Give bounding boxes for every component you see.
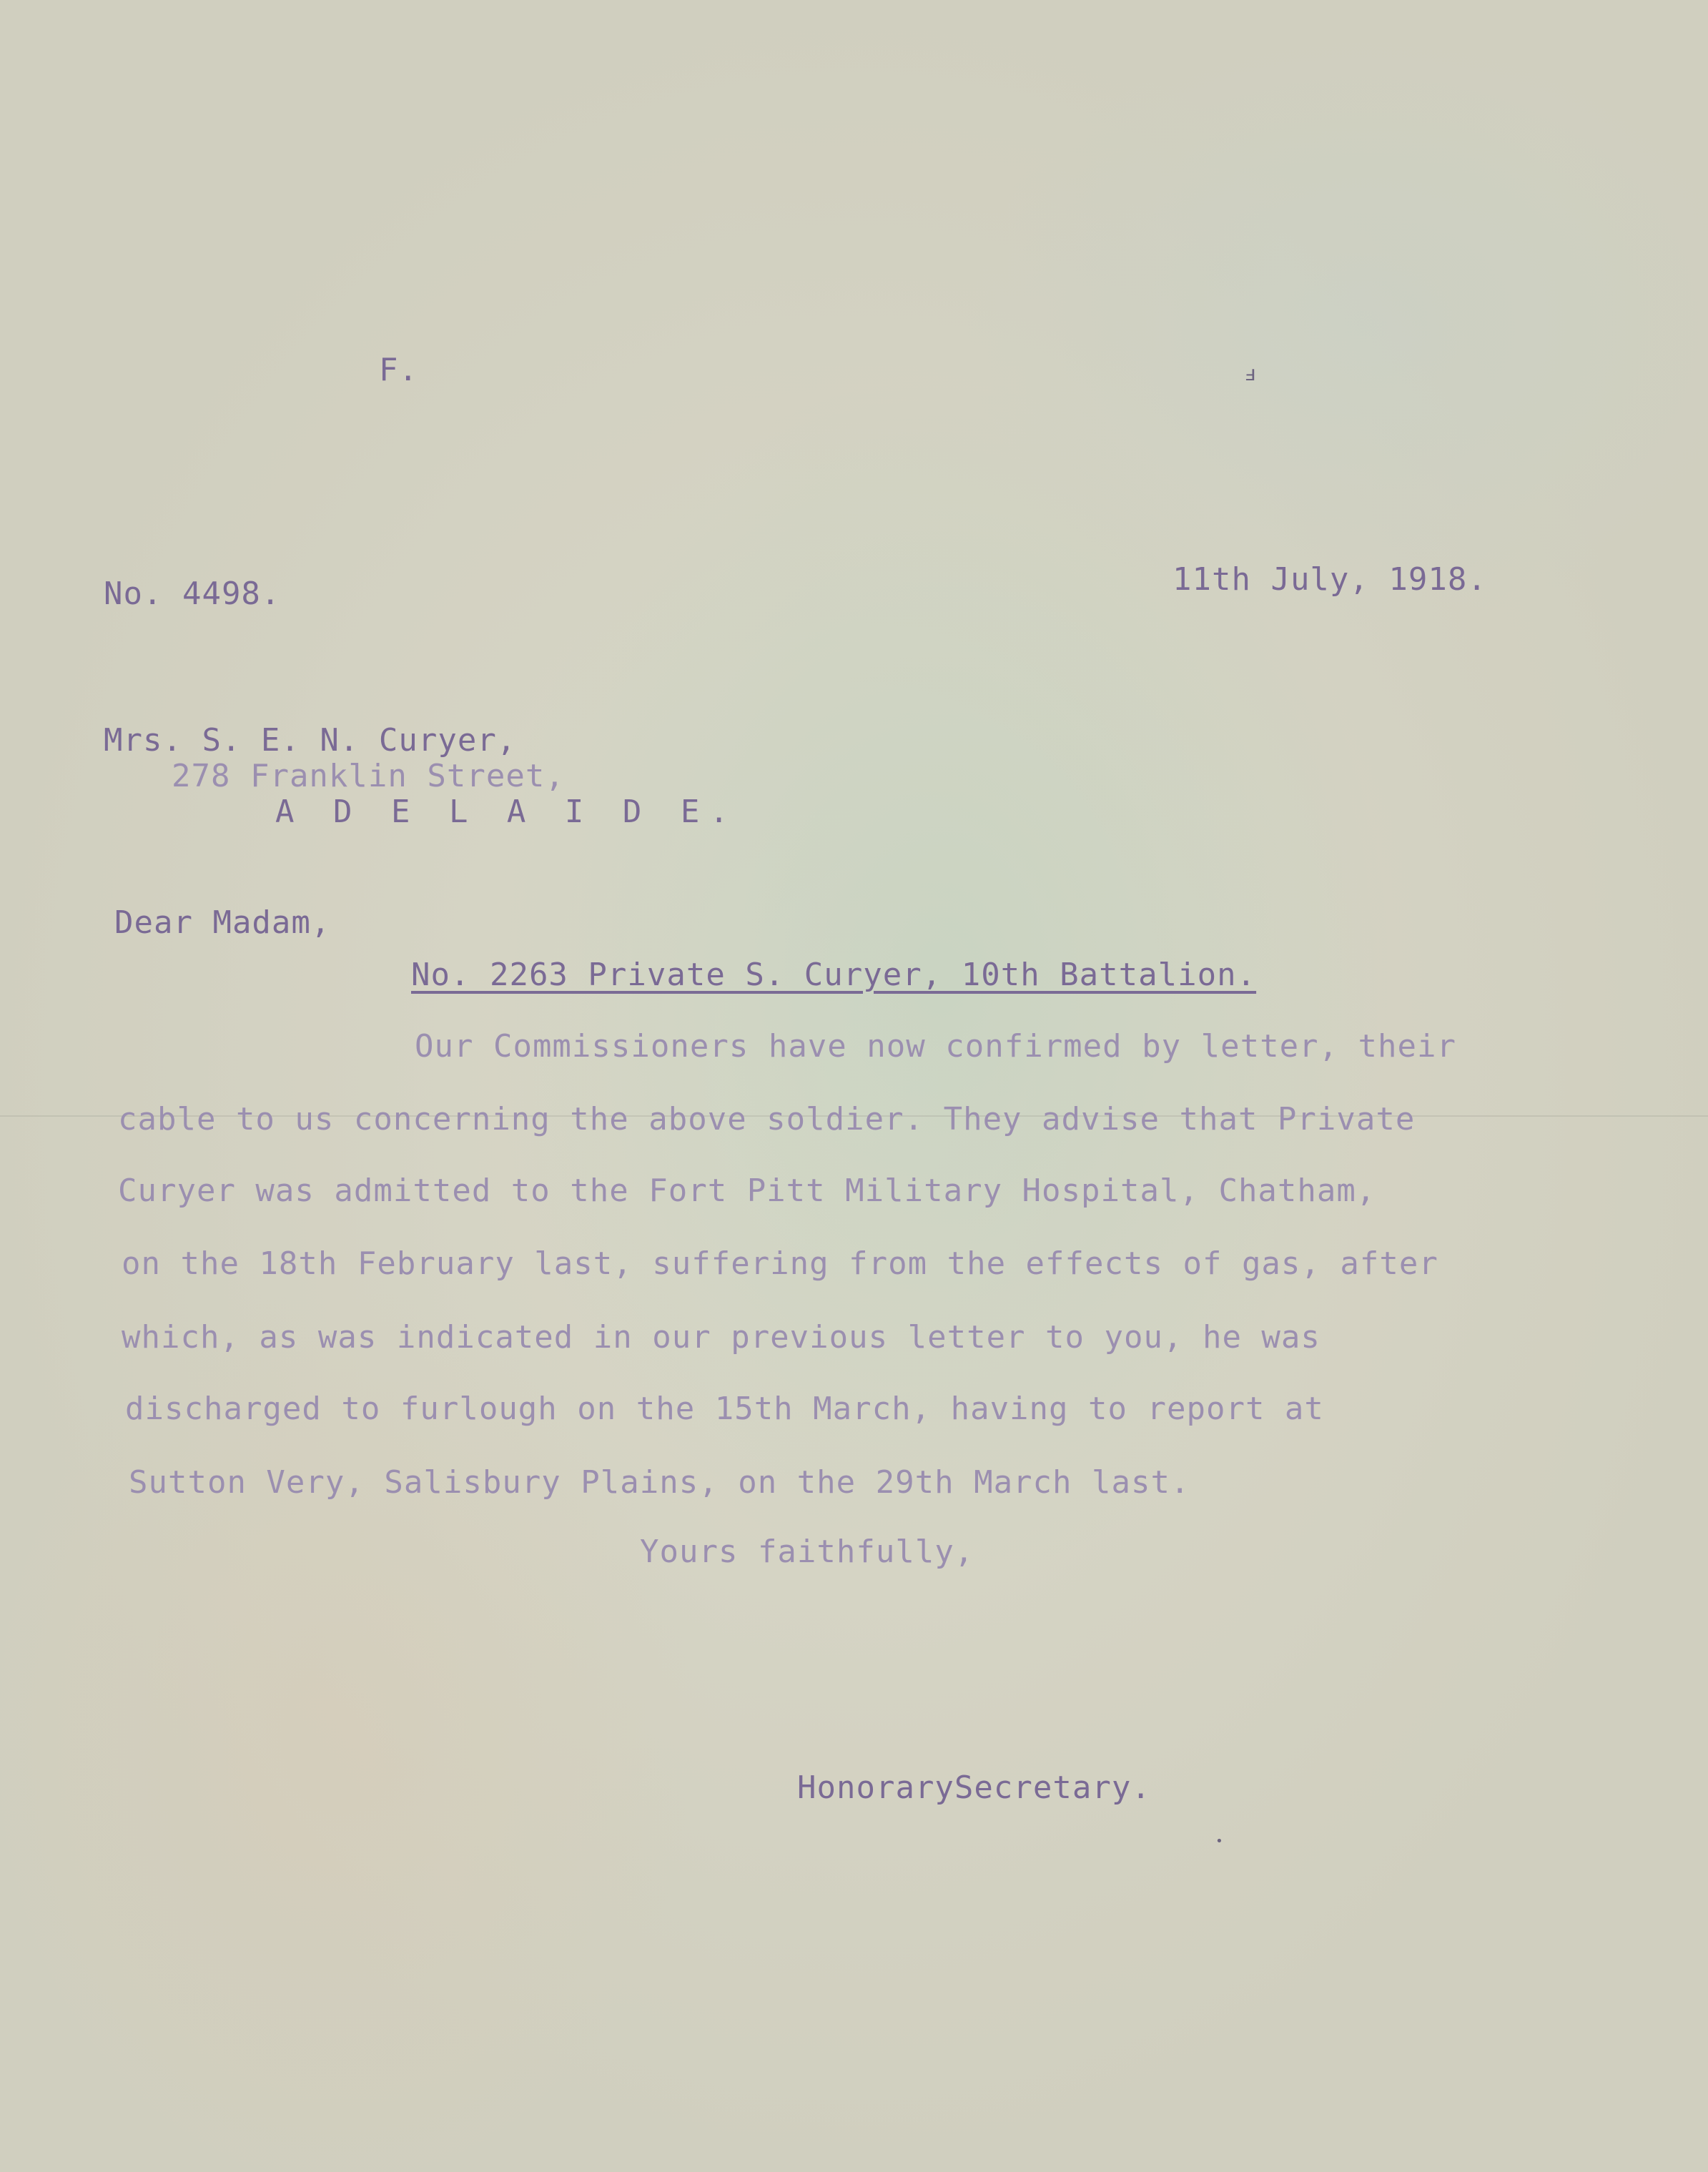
body-line: on the 18th February last, suffering from the effects of gas, after (122, 1245, 1438, 1282)
body-line: Curyer was admitted to the Fort Pitt Military Hospital, Chatham, (118, 1173, 1376, 1209)
reference-number: No. 4498. (104, 576, 281, 612)
file-mark: F. (379, 352, 418, 388)
salutation: Dear Madam, (114, 904, 331, 941)
ink-dot: • (1215, 1834, 1223, 1849)
body-line: Sutton Very, Salisbury Plains, on the 29th March last. (129, 1464, 1190, 1501)
letter-date: 11th July, 1918. (1173, 561, 1487, 598)
signature-title: HonorarySecretary. (797, 1769, 1151, 1806)
recipient-city: A D E L A I D E. (275, 794, 739, 830)
recipient-street: 278 Franklin Street, (172, 758, 565, 794)
closing: Yours faithfully, (640, 1534, 974, 1570)
body-line: discharged to furlough on the 15th March, having to report at (125, 1391, 1324, 1427)
pencil-mark: ⅎ (1244, 361, 1258, 386)
subject-line: No. 2263 Private S. Curyer, 10th Battalion. (411, 957, 1257, 993)
body-line: cable to us concerning the above soldier. They advise that Private (118, 1101, 1416, 1137)
body-line: Our Commissioners have now confirmed by letter, their (415, 1028, 1456, 1065)
recipient-name: Mrs. S. E. N. Curyer, (104, 722, 517, 759)
body-line: which, as was indicated in our previous letter to you, he was (122, 1319, 1321, 1356)
